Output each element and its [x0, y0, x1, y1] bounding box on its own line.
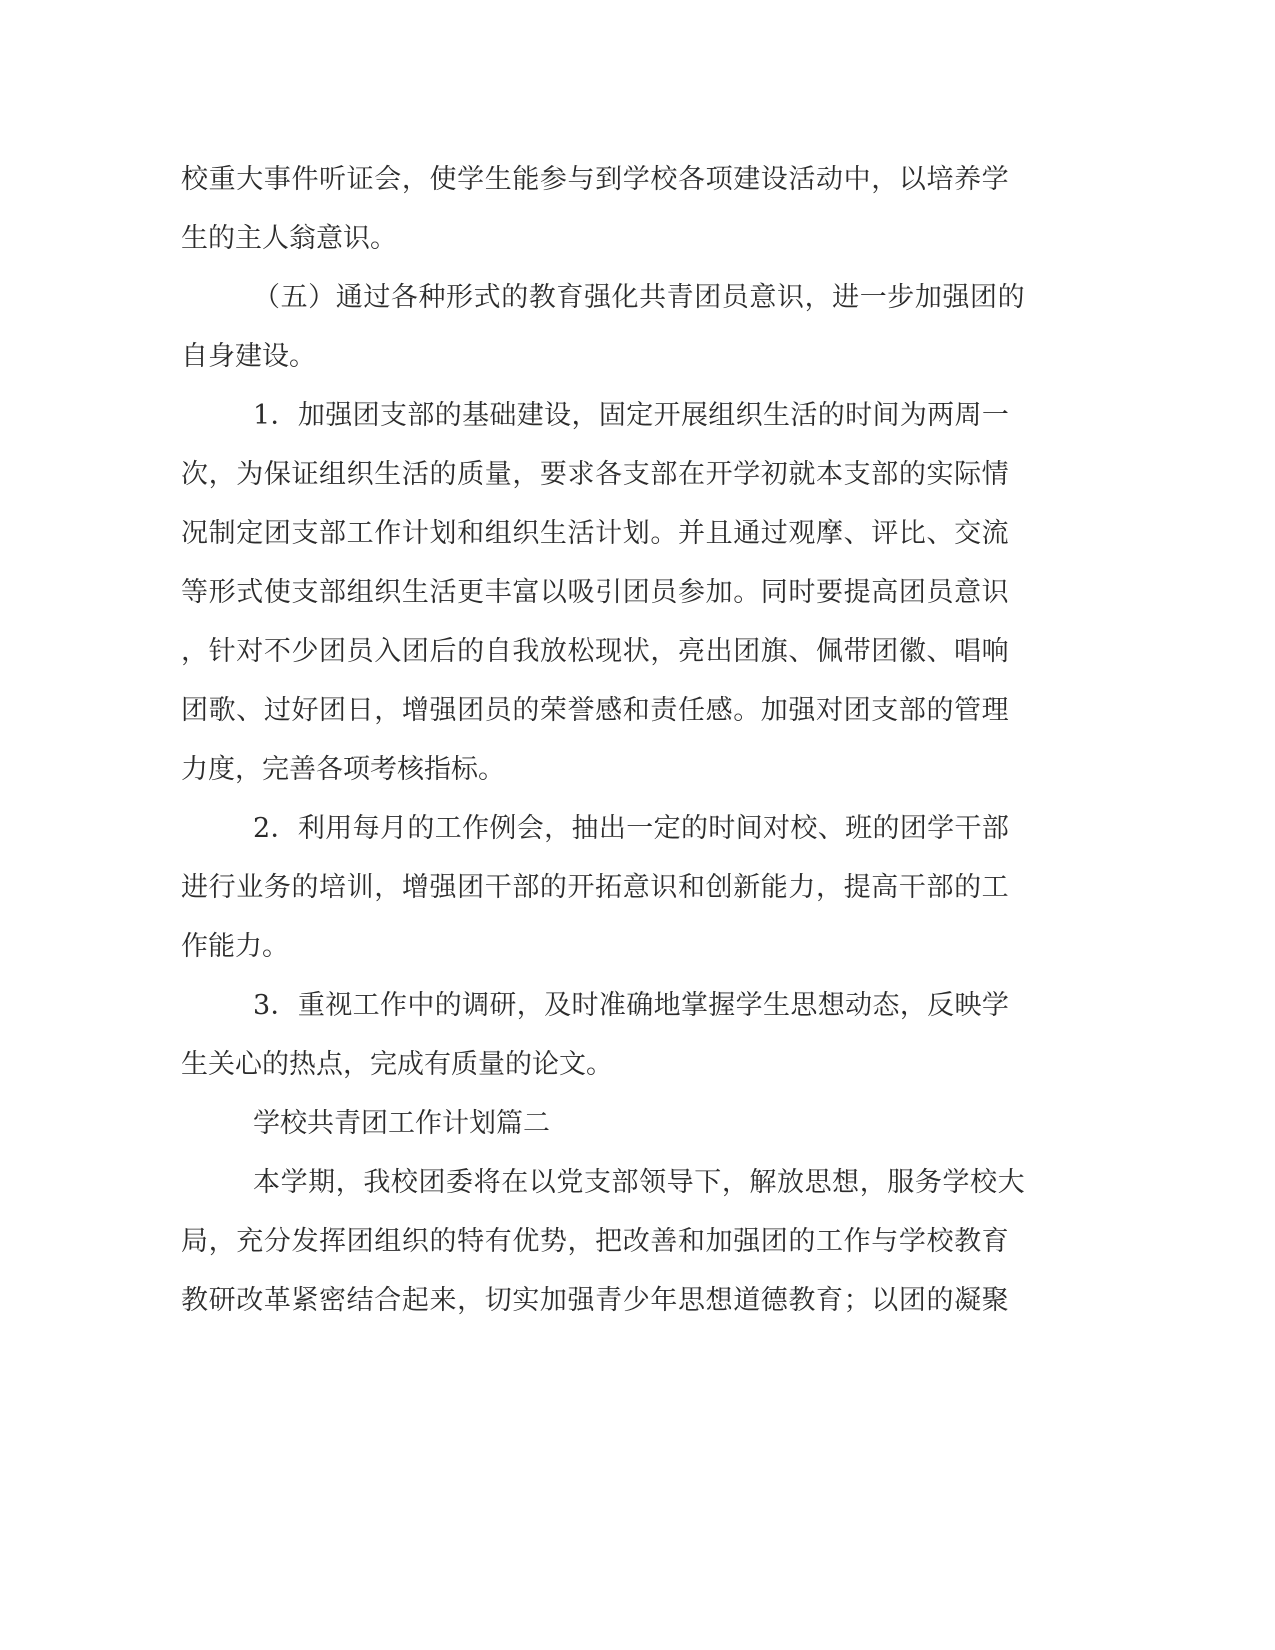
text-line: 1 ． 加 强 团 支 部 的 基 础 建 设 ， 固 定 开 展 组 织 生 活 的 时 间 为 两 周 一: [253, 400, 1009, 431]
text-line: 2 ． 利 用 每 月 的 工 作 例 会 ， 抽 出 一 定 的 时 间 对 校 、 班 的 团 学 干 部: [253, 813, 1009, 844]
text-line: ， 针 对 不 少 团 员 入 团 后 的 自 我 放 松 现 状 ， 亮 出 团 旗 、 佩 带 团 徽 、 唱 响: [181, 636, 1009, 667]
text-line: 力度，完善各项考核指标。: [181, 754, 505, 785]
text-line: 自身建设。: [181, 341, 316, 372]
text-line: 3 ． 重 视 工 作 中 的 调 研 ， 及 时 准 确 地 掌 握 学 生 思 想 动 态 ， 反 映 学: [253, 990, 1009, 1021]
text-line: 进 行 业 务 的 培 训 ， 增 强 团 干 部 的 开 拓 意 识 和 创 新 能 力 ， 提 高 干 部 的 工: [181, 872, 1009, 903]
text-line: 局 ， 充 分 发 挥 团 组 织 的 特 有 优 势 ， 把 改 善 和 加 强 团 的 工 作 与 学 校 教 育: [181, 1226, 1009, 1257]
text-line: 校 重 大 事 件 听 证 会 ， 使 学 生 能 参 与 到 学 校 各 项 建 设 活 动 中 ， 以 培 养 学: [181, 164, 1009, 195]
text-line: 等 形 式 使 支 部 组 织 生 活 更 丰 富 以 吸 引 团 员 参 加 。 同 时 要 提 高 团 员 意 识: [181, 577, 1009, 608]
text-line: 况 制 定 团 支 部 工 作 计 划 和 组 织 生 活 计 划 。 并 且 通 过 观 摩 、 评 比 、 交 流: [181, 518, 1009, 549]
text-line: 次 ， 为 保 证 组 织 生 活 的 质 量 ， 要 求 各 支 部 在 开 学 初 就 本 支 部 的 实 际 情: [181, 459, 1009, 490]
section-title: 学校共青团工作计划篇二: [253, 1108, 550, 1139]
text-line: 生关心的热点，完成有质量的论文。: [181, 1049, 613, 1080]
text-line: 本 学 期 ， 我 校 团 委 将 在 以 党 支 部 领 导 下 ， 解 放 思 想 ， 服 务 学 校 大: [253, 1167, 1025, 1198]
text-line: 作能力。: [181, 931, 289, 962]
text-line: 教 研 改 革 紧 密 结 合 起 来 ， 切 实 加 强 青 少 年 思 想 道 德 教 育 ； 以 团 的 凝 聚: [181, 1285, 1009, 1316]
text-line: 团 歌 、 过 好 团 日 ， 增 强 团 员 的 荣 誉 感 和 责 任 感 。 加 强 对 团 支 部 的 管 理: [181, 695, 1009, 726]
text-line: 生的主人翁意识。: [181, 223, 397, 254]
section-heading: （ 五 ） 通 过 各 种 形 式 的 教 育 强 化 共 青 团 员 意 识 ， 进 一 步 加 强 团 的: [253, 282, 1025, 313]
